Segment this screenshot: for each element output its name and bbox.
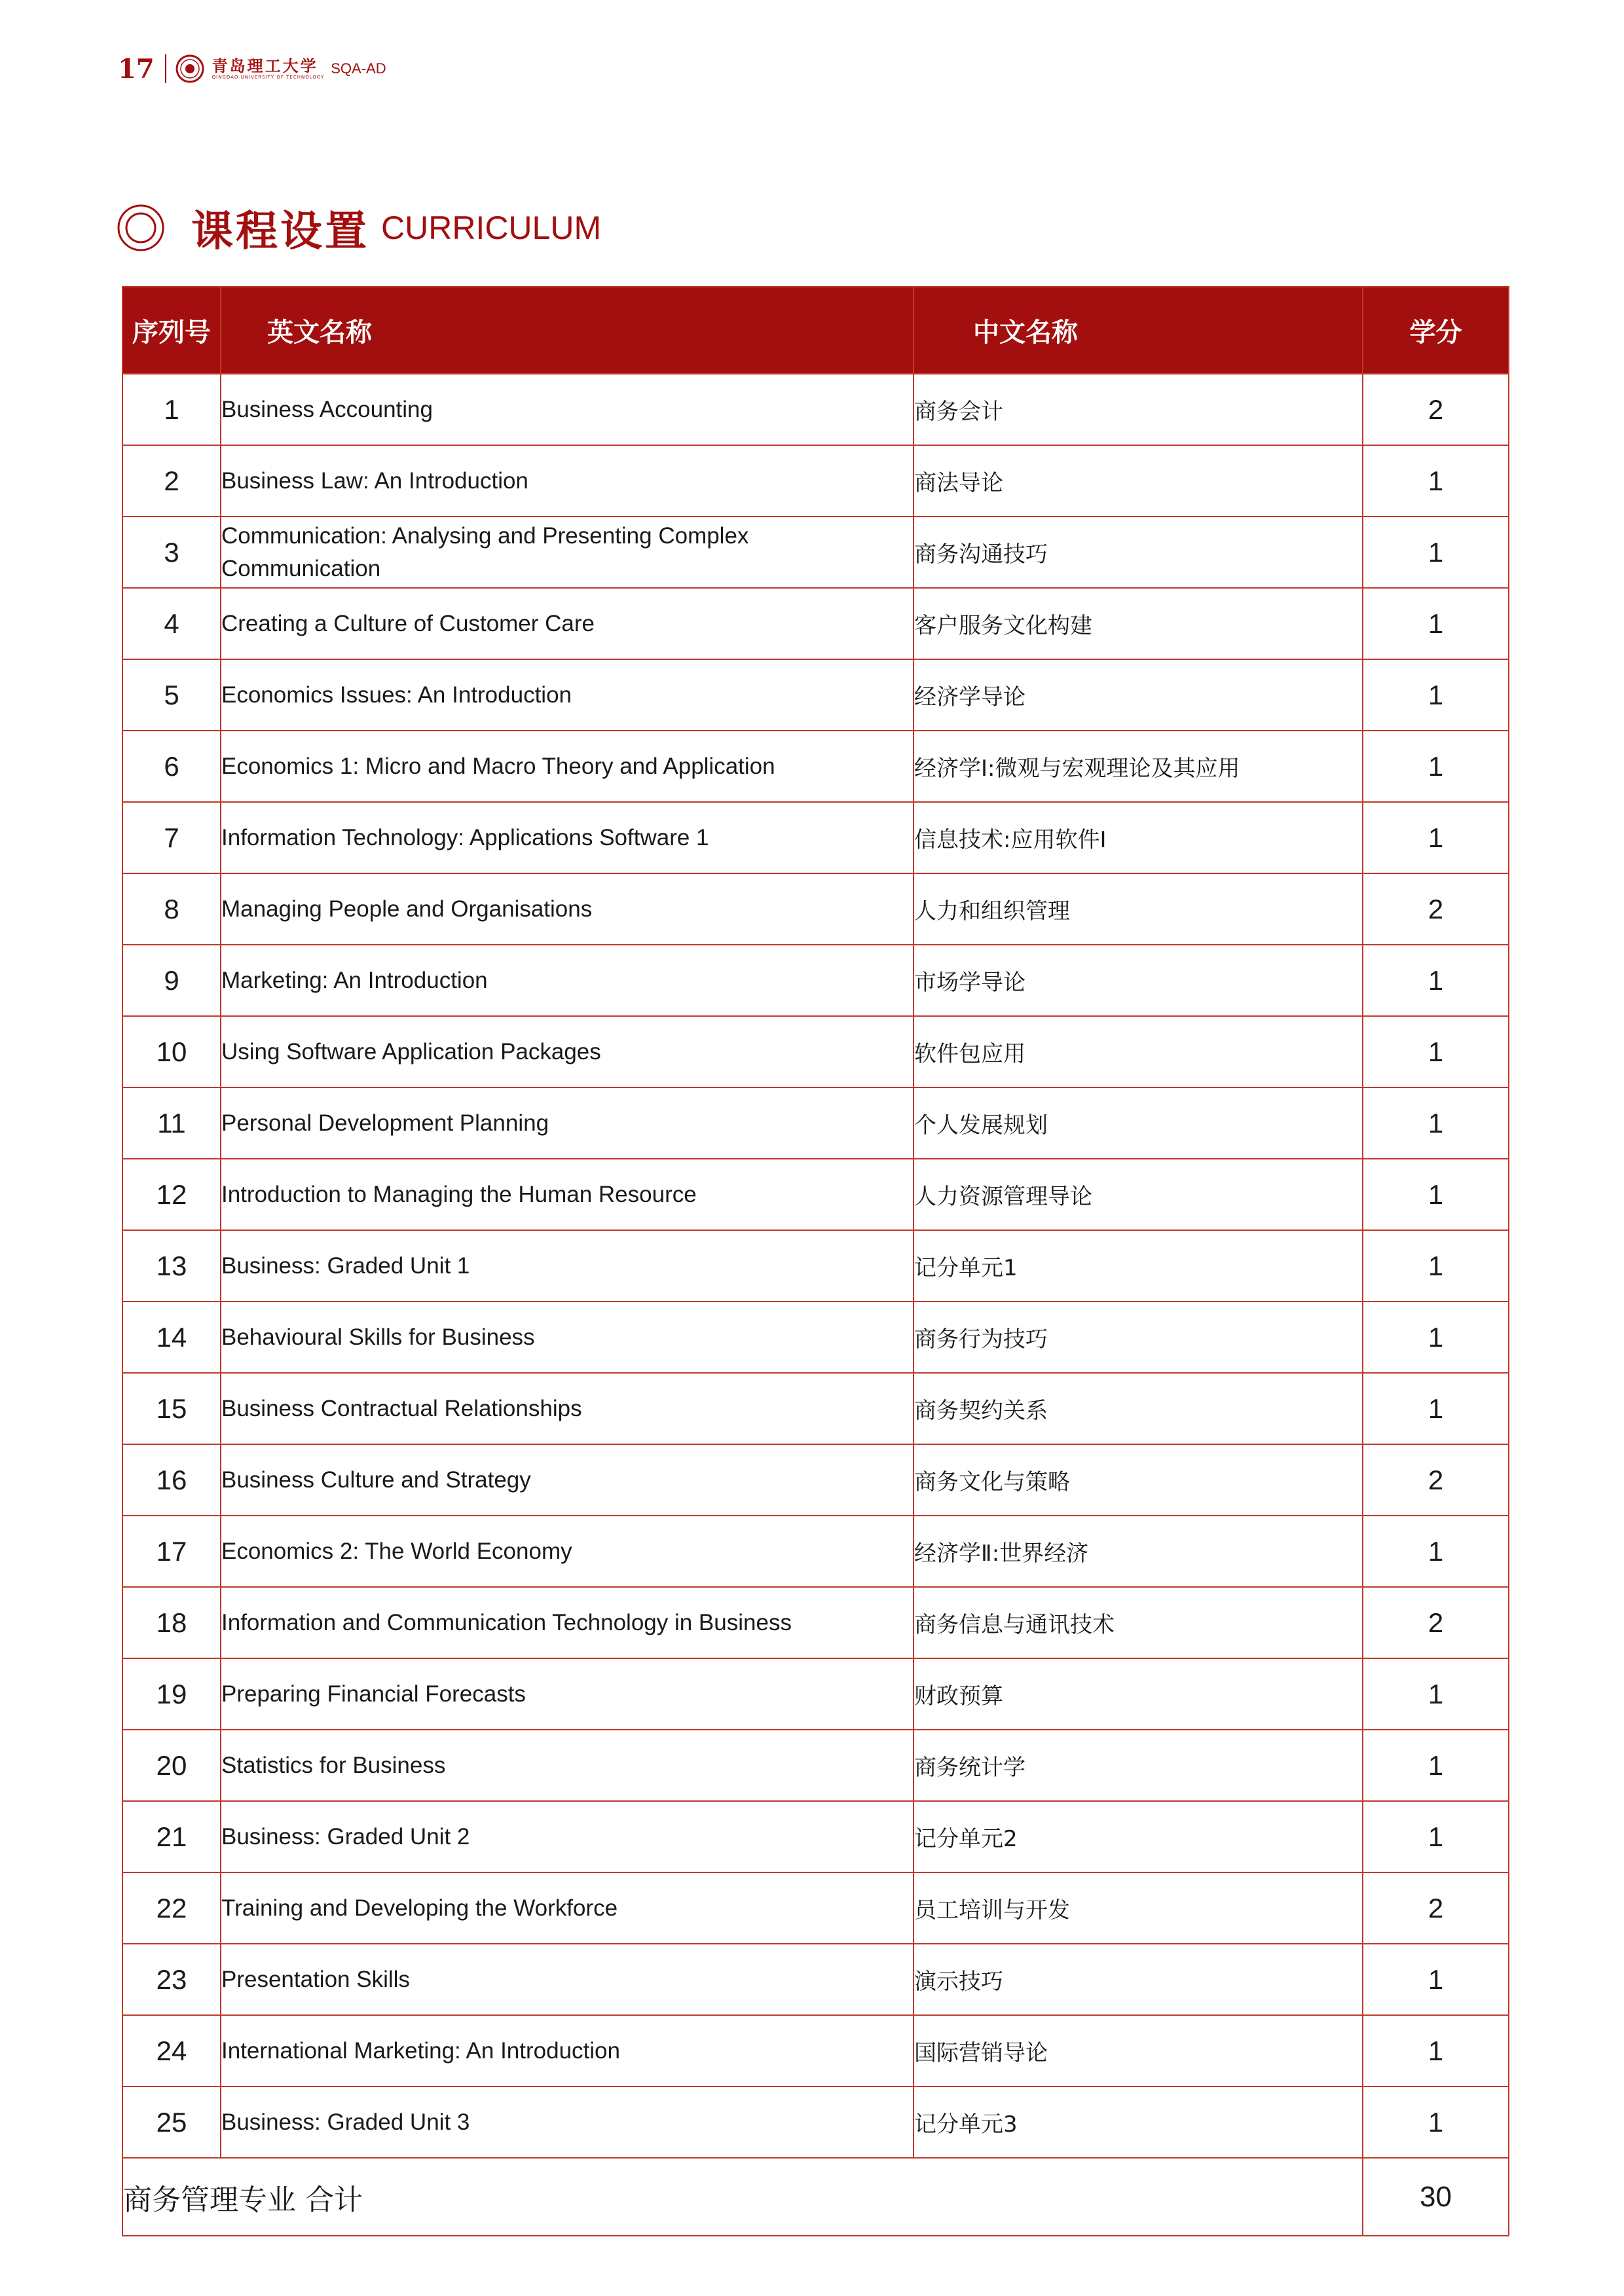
course-chinese-name: 商务信息与通讯技术 [913,1587,1363,1658]
course-credits: 1 [1363,1159,1509,1230]
course-chinese-name: 财政预算 [913,1658,1363,1730]
table-row [122,945,1509,1016]
course-seq: 7 [122,802,221,873]
table-row [122,731,1509,802]
course-credits: 2 [1363,1587,1509,1658]
course-english-name: Using Software Application Packages [221,1016,913,1087]
table-row [122,1587,1509,1658]
table-row [122,1373,1509,1444]
course-chinese-name: 记分单元2 [913,1801,1363,1872]
course-seq: 20 [122,1730,221,1801]
course-english-name: Statistics for Business [221,1730,913,1801]
course-credits: 1 [1363,1302,1509,1373]
course-chinese-name: 商务行为技巧 [913,1302,1363,1373]
table-row [122,1730,1509,1801]
course-chinese-name: 演示技巧 [913,1944,1363,2015]
table-row [122,2086,1509,2158]
course-english-name: Introduction to Managing the Human Resource [221,1159,913,1230]
course-seq: 10 [122,1016,221,1087]
page-number: 17 [118,53,155,84]
table-row [122,802,1509,873]
table-row [122,1944,1509,2015]
course-credits: 1 [1363,2015,1509,2086]
course-seq: 9 [122,945,221,1016]
course-credits: 1 [1363,731,1509,802]
table-header-row [122,287,1509,374]
table-row [122,659,1509,731]
course-credits: 1 [1363,1230,1509,1302]
course-english-name: Business Contractual Relationships [221,1373,913,1444]
course-seq: 17 [122,1516,221,1587]
table-row [122,1230,1509,1302]
course-chinese-name: 商法导论 [913,445,1363,517]
course-seq: 2 [122,445,221,517]
total-row [122,2158,1509,2236]
course-seq: 13 [122,1230,221,1302]
curriculum-table [122,286,1509,2236]
university-name-cn: 青岛理工大学 [212,56,318,75]
course-credits: 2 [1363,1444,1509,1516]
course-english-name: Economics Issues: An Introduction [221,659,913,731]
table-row [122,2015,1509,2086]
course-chinese-name: 商务会计 [913,374,1363,445]
course-seq: 5 [122,659,221,731]
course-english-name: Behavioural Skills for Business [221,1302,913,1373]
course-chinese-name: 商务统计学 [913,1730,1363,1801]
course-chinese-name: 经济学Ⅰ:微观与宏观理论及其应用 [913,731,1363,802]
section-title-en: CURRICULUM [381,210,602,246]
course-seq: 3 [122,517,221,588]
course-english-name: International Marketing: An Introduction [221,2015,913,2086]
table-row [122,588,1509,659]
header-chinese-name: 中文名称 [913,287,1363,374]
course-seq: 4 [122,588,221,659]
course-seq: 22 [122,1872,221,1944]
course-credits: 1 [1363,1944,1509,2015]
course-seq: 6 [122,731,221,802]
course-chinese-name: 经济学导论 [913,659,1363,731]
course-credits: 1 [1363,1087,1509,1159]
table-row [122,1016,1509,1087]
course-credits: 1 [1363,1373,1509,1444]
course-credits: 2 [1363,873,1509,945]
course-chinese-name: 记分单元1 [913,1230,1363,1302]
course-english-name: Business Culture and Strategy [221,1444,913,1516]
course-seq: 8 [122,873,221,945]
course-chinese-name: 软件包应用 [913,1016,1363,1087]
course-credits: 1 [1363,1801,1509,1872]
course-english-name: Business: Graded Unit 2 [221,1801,913,1872]
course-english-name: Communication: Analysing and Presenting Complex Communication [221,517,913,588]
course-chinese-name: 国际营销导论 [913,2015,1363,2086]
table-row [122,873,1509,945]
course-chinese-name: 个人发展规划 [913,1087,1363,1159]
course-credits: 1 [1363,659,1509,731]
course-english-name: Economics 2: The World Economy [221,1516,913,1587]
course-english-name: Business Accounting [221,374,913,445]
table-row [122,517,1509,588]
course-chinese-name: 市场学导论 [913,945,1363,1016]
course-credits: 1 [1363,445,1509,517]
course-credits: 1 [1363,588,1509,659]
course-seq: 21 [122,1801,221,1872]
course-credits: 1 [1363,1658,1509,1730]
course-seq: 1 [122,374,221,445]
course-seq: 18 [122,1587,221,1658]
university-name-en: QINGDAO UNIVERSITY OF TECHNOLOGY [212,74,325,80]
course-chinese-name: 人力资源管理导论 [913,1159,1363,1230]
course-chinese-name: 经济学Ⅱ:世界经济 [913,1516,1363,1587]
table-row [122,445,1509,517]
course-chinese-name: 商务沟通技巧 [913,517,1363,588]
course-seq: 24 [122,2015,221,2086]
header-seq: 序列号 [122,287,221,374]
course-chinese-name: 记分单元3 [913,2086,1363,2158]
course-english-name: Business: Graded Unit 3 [221,2086,913,2158]
course-chinese-name: 商务契约关系 [913,1373,1363,1444]
course-chinese-name: 信息技术:应用软件Ⅰ [913,802,1363,873]
course-chinese-name: 人力和组织管理 [913,873,1363,945]
course-english-name: Managing People and Organisations [221,873,913,945]
course-english-name: Personal Development Planning [221,1087,913,1159]
course-english-name: Economics 1: Micro and Macro Theory and Application [221,731,913,802]
course-english-name: Preparing Financial Forecasts [221,1658,913,1730]
course-credits: 1 [1363,517,1509,588]
course-seq: 14 [122,1302,221,1373]
section-title [117,196,601,259]
course-english-name: Presentation Skills [221,1944,913,2015]
header-credits: 学分 [1363,287,1509,374]
table-row [122,1872,1509,1944]
course-english-name: Business Law: An Introduction [221,445,913,517]
section-title-cn: 课程设置 [191,207,369,256]
course-credits: 2 [1363,1872,1509,1944]
course-chinese-name: 员工培训与开发 [913,1872,1363,1944]
course-seq: 16 [122,1444,221,1516]
header-english-name: 英文名称 [221,287,913,374]
course-credits: 1 [1363,1730,1509,1801]
course-english-name: Information Technology: Applications Software 1 [221,802,913,873]
course-seq: 25 [122,2086,221,2158]
course-seq: 19 [122,1658,221,1730]
course-english-name: Business: Graded Unit 1 [221,1230,913,1302]
table-row [122,374,1509,445]
course-seq: 12 [122,1159,221,1230]
course-english-name: Marketing: An Introduction [221,945,913,1016]
table-row [122,1159,1509,1230]
page-header [118,52,386,85]
program-label: SQA-AD [331,60,386,77]
table-row [122,1444,1509,1516]
table-row [122,1801,1509,1872]
course-credits: 2 [1363,374,1509,445]
university-seal-icon [175,54,204,83]
table-row [122,1516,1509,1587]
table-row [122,1658,1509,1730]
header-divider [165,54,166,83]
course-credits: 1 [1363,1516,1509,1587]
total-label: 商务管理专业 合计 [122,2158,1363,2236]
course-seq: 11 [122,1087,221,1159]
table-row [122,1302,1509,1373]
table-row [122,1087,1509,1159]
course-chinese-name: 商务文化与策略 [913,1444,1363,1516]
course-chinese-name: 客户服务文化构建 [913,588,1363,659]
total-credits: 30 [1363,2158,1509,2236]
course-seq: 23 [122,1944,221,2015]
course-credits: 1 [1363,945,1509,1016]
course-seq: 15 [122,1373,221,1444]
course-credits: 1 [1363,1016,1509,1087]
course-english-name: Training and Developing the Workforce [221,1872,913,1944]
course-credits: 1 [1363,802,1509,873]
concentric-circle-icon [117,204,165,252]
course-english-name: Creating a Culture of Customer Care [221,588,913,659]
course-credits: 1 [1363,2086,1509,2158]
university-name [212,58,325,81]
course-english-name: Information and Communication Technology in Business [221,1587,913,1658]
